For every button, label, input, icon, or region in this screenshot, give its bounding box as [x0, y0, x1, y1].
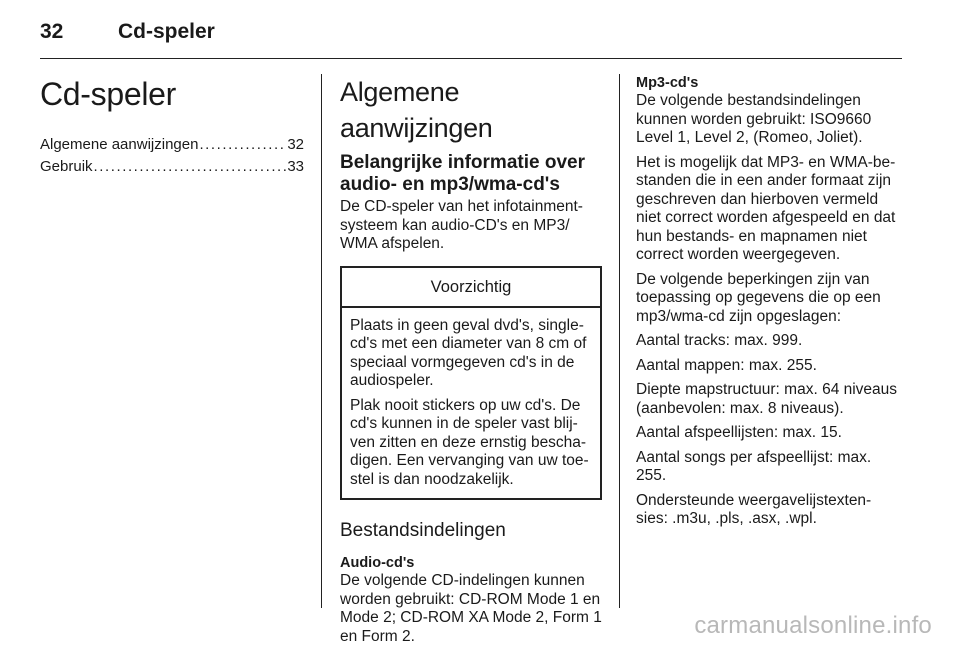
- toc-leader-dots: [94, 156, 287, 178]
- audio-cd-paragraph: De volgende CD-indelingen kunnen worden gebruikt: CD-ROM Mode 1 en Mode 2; CD-ROM XA Mode 2, Form 1 en Form 2.: [340, 572, 602, 645]
- caution-title: Voorzichtig: [342, 268, 600, 308]
- section-title: Algemene aanwijzingen: [340, 77, 493, 143]
- paragraph: De volgende beperkingen zijn van toepassing op gegevens die op een mp3/wma-cd zijn opgeslagen:: [636, 270, 881, 325]
- paragraph: De volgende bestandsindelingen kunnen worden gebruikt: ISO9660 Level 1, Level 2, (Romeo, Joliet).: [636, 92, 872, 146]
- audio-cd-heading: Audio-cd's: [340, 555, 415, 571]
- file-formats-heading: Bestandsindelingen: [340, 520, 506, 541]
- caution-paragraph: Plaats in geen geval dvd's, single-cd's met een diameter van 8 cm of speciaal vormgegeven cd's in de audiospeler.: [350, 316, 587, 389]
- column-toc: [40, 74, 304, 178]
- intro-paragraph: De CD-speler van het infotainment-systeem kan audio-CD's en MP3/ WMA afspelen.: [340, 198, 583, 252]
- table-of-contents: [40, 134, 304, 178]
- header-rule: [40, 58, 902, 59]
- paragraph: Diepte mapstructuur: max. 64 niveaus (aanbevolen: max. 8 niveaus).: [636, 381, 898, 417]
- page-number: 32: [40, 20, 64, 43]
- paragraph: Ondersteunde weergavelijstexten-sies: .m3u, .pls, .asx, .wpl.: [636, 491, 872, 527]
- column-divider: [321, 74, 322, 608]
- toc-entry[interactable]: [40, 134, 304, 156]
- toc-entry-page: 33: [287, 158, 304, 175]
- mp3-cd-heading: Mp3-cd's: [636, 75, 699, 91]
- toc-entry[interactable]: [40, 156, 304, 178]
- paragraph: Aantal afspeellijsten: max. 15.: [636, 424, 842, 441]
- paragraph: Aantal tracks: max. 999.: [636, 332, 803, 349]
- chapter-title: Cd-speler: [40, 76, 177, 112]
- column-mp3: [636, 74, 902, 535]
- paragraph: Aantal songs per afspeellijst: max. 255.: [636, 448, 872, 484]
- toc-entry-label: Algemene aanwijzingen: [40, 136, 199, 153]
- caution-box: [340, 266, 602, 501]
- watermark: carmanualsonline.info: [694, 612, 932, 639]
- column-divider: [619, 74, 620, 608]
- paragraph: Aantal mappen: max. 255.: [636, 356, 817, 374]
- toc-entry-label: Gebruik: [40, 158, 93, 175]
- column-general: [340, 74, 602, 652]
- toc-entry-page: 32: [287, 136, 304, 153]
- subsection-title: Belangrijke informatie over audio- en mp3/wma-cd's: [340, 152, 585, 195]
- paragraph: Het is mogelijk dat MP3- en WMA-be-standen die in een ander formaat zijn geschreven dan hierboven vermeld niet correct worden afgespeeld en dat hun bestands- en mapnamen niet correct worden weergegeven.: [636, 153, 896, 263]
- caution-paragraph: Plak nooit stickers op uw cd's. De cd's kunnen in de speler vast blij-ven zitten en deze ernstig bescha-digen. Een vervanging van uw toe-stel is dan noodzakelijk.: [350, 396, 589, 488]
- toc-leader-dots: [199, 134, 286, 156]
- running-title: Cd-speler: [118, 20, 215, 43]
- caution-body: [342, 308, 600, 499]
